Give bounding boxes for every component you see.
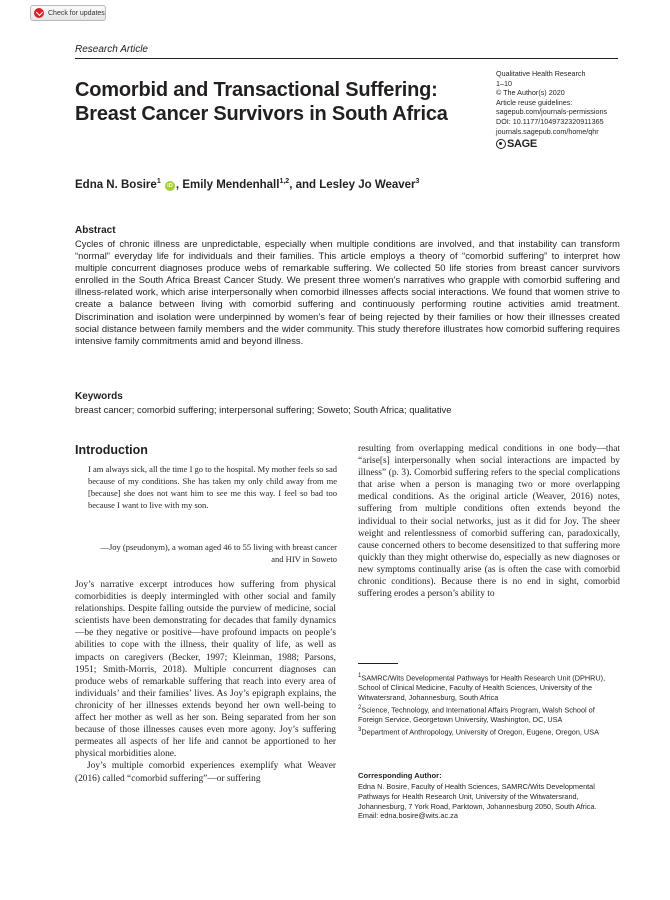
sage-logo — [496, 138, 537, 150]
affiliation-text: Department of Anthropology, University of Oregon, Eugene, Oregon, USA — [361, 727, 599, 737]
epigraph-attribution: —Joy (pseudonym), a woman aged 46 to 55 living with breast cancer and HIV in Soweto — [100, 542, 337, 565]
journal-name: Qualitative Health Research — [496, 69, 586, 78]
affiliation-sup: 1 — [358, 672, 362, 679]
author-name: Edna N. Bosire — [75, 178, 157, 191]
reuse-label: Article reuse guidelines: — [496, 97, 573, 107]
author-affil-sup: 1,2 — [279, 178, 290, 185]
reuse-link[interactable]: sagepub.com/journals-permissions — [496, 107, 608, 117]
affiliation-item — [358, 725, 620, 737]
check-for-updates-label: Check for updates — [48, 9, 105, 17]
epigraph: I am always sick, all the time I go to the hospital. My mother feels so sad because of my conditions. She has taken my only child away from me [because] she does not want him to see me this way. I feel so bad too because I want to live with my son. — [88, 464, 337, 511]
author-name: and Lesley Jo Weaver — [295, 178, 416, 191]
author-affil-sup: 3 — [415, 178, 420, 185]
abstract-text: Cycles of chronic illness are unpredictable, especially when multiple conditions are involved, and that instability can transform “normal” everyday life for individuals and their families. This article employs a theory of “comorbid suffering” to interpret how multiple concurrent diagnoses produce webs of remarkable suffering. We collected 50 life stories from breast cancer survivors enrolled in the South Africa Breast Cancer Study. We present three women’s narratives who grapple with comorbid suffering and illness-related work, which arise interpersonally when comorbid illnesses affects social interactions. We found that women strive to create a balance between living with comorbid suffering and continuously performing routine activities amid treatment. Discrimination and isolation were underpinned by women’s fear of being rejected by their families or how their illnesses created social distance between family members and the wider community. This study therefore illustrates how comorbid suffering requires intensive family commitments amid and beyond illness. — [75, 238, 620, 346]
body-column-right — [358, 443, 620, 600]
crossmark-icon — [34, 8, 44, 18]
body-paragraph: Joy’s multiple comorbid experiences exemplify what Weaver (2016) called “comorbid suffering”—or suffering — [75, 761, 336, 784]
keywords-heading: Keywords — [75, 391, 123, 402]
affiliation-text: Science, Technology, and International Affairs Program, Walsh School of Foreign Service, Georgetown University, Washington, DC, USA — [358, 705, 595, 725]
check-for-updates-button[interactable] — [30, 5, 106, 21]
corresponding-author-email[interactable]: Email: edna.bosire@wits.ac.za — [358, 811, 458, 821]
author-list: Edna N. Bosire$^1$ iD , Emily Mendenhall$^{1,2}$, and Lesley Jo Weaver$^3$ — [75, 178, 420, 191]
footnote-rule — [358, 663, 398, 664]
abstract-heading: Abstract — [75, 225, 116, 236]
corresponding-author-heading: Corresponding Author: — [358, 771, 442, 780]
header-rule — [75, 58, 618, 59]
body-paragraph: Joy’s narrative excerpt introduces how suffering from physical comorbidities is deeply intermingled with other social and family relationships. Despite falling outside the purview of medicine, social scientists have been demonstrating for decades that family dynamics—be they negative or positive—have profound impacts on people’s abilities to cope with the illness, their quality of life, as well as impacts on caregivers (Becker, 1997; Kleinman, 1988; Parsons, 1951; Smith-Morris, 2018). Multiple concurrent diagnoses can produce webs of remarkable suffering that reach into every area of individuals’ and their families’ lives. As Joy’s epigraph explains, the chronicity of her illnesses extends beyond her own well-being to affect her mother as well as her son. Being separated from her son because of those illnesses causes even more agony. Joy’s suffering permeates all aspects of her life and cannot be apportioned to her physical morbidities alone. — [75, 580, 336, 760]
affiliations — [358, 671, 620, 737]
introduction-heading: Introduction — [75, 443, 148, 457]
corresponding-author-text: Edna N. Bosire, Faculty of Health Sciences, SAMRC/Wits Developmental Pathways for Health Research Unit, University of the Witwatersrand, Johannesburg, 7 York Road, Parktown, Johannesburg 2050, South Africa. — [358, 782, 597, 811]
affiliation-sup: 2 — [358, 703, 362, 711]
journal-info — [496, 69, 626, 136]
article-type: Research Article — [75, 44, 148, 55]
affiliation-item — [358, 671, 620, 703]
article-title: Comorbid and Transactional Suffering: Breast Cancer Survivors in South Africa — [75, 79, 448, 125]
affiliation-text: SAMRC/Wits Developmental Pathways for Health Research Unit (DPHRU), School of Clinical Medicine, Faculty of Health Sciences, University of the Witwatersrand, Johannesburg, South Africa — [358, 673, 606, 703]
affiliation-item — [358, 703, 620, 725]
body-paragraph: resulting from overlapping medical conditions in one body—that “arise[s] interpersonally when social interactions are impacted by illness” (p. 3). Comorbid suffering refers to the special complications that arise when a person is managing two or more overlapping medical conditions. As the original article (Weaver, 2016) notes, suffering from multiple conditions often extends beyond the individual to their social networks, just as it did for Joy. The sheer weight and relentlessness of comorbid suffering can, paradoxically, cause concerned others to become desensitized to that suffering more quickly than they might otherwise do, especially as new diagnoses or new symptoms continually arise (as is often the case with comorbid chronic conditions). Because there is no end in sight, comorbid suffering erodes a person’s ability to — [358, 444, 620, 600]
journal-home-link[interactable]: journals.sagepub.com/home/qhr — [496, 126, 599, 136]
doi[interactable]: DOI: 10.1177/1049732320911365 — [496, 116, 604, 126]
journal-pages: 1–10 — [496, 78, 512, 88]
author-affil-sup: 1 — [156, 178, 161, 185]
orcid-icon[interactable]: iD — [165, 181, 175, 191]
publisher-name: SAGE — [507, 138, 537, 150]
sage-logo-icon — [496, 139, 506, 149]
body-column-left — [75, 579, 336, 785]
affiliation-sup: 3 — [358, 725, 362, 733]
keywords-text: breast cancer; comorbid suffering; interpersonal suffering; Soweto; South Africa; qualitative — [75, 404, 452, 415]
copyright: © The Author(s) 2020 — [496, 88, 565, 98]
author-name: Emily Mendenhall — [182, 178, 280, 191]
corresponding-author-details — [358, 782, 620, 821]
